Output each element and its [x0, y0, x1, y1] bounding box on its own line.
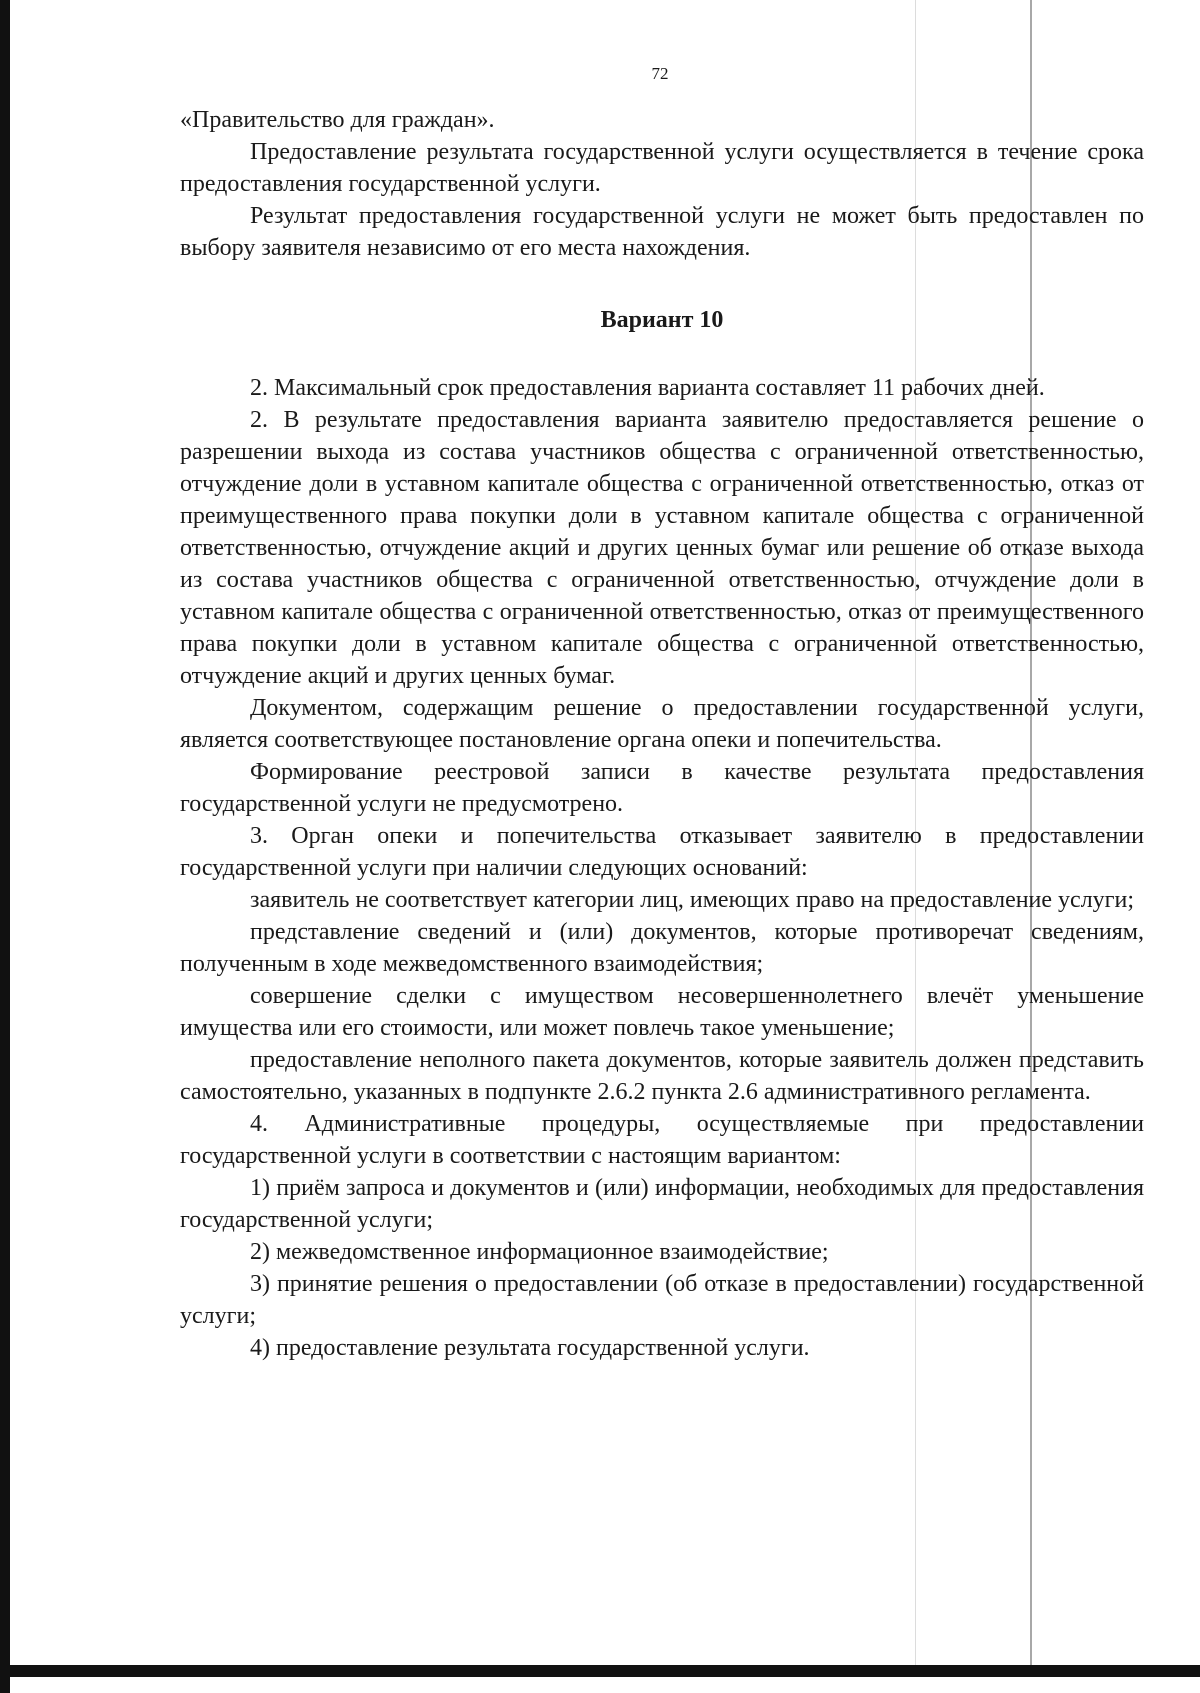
refusal-ground-item: предоставление неполного пакета документов, которые заявитель должен представить самостоятельно, указанных в подпункте 2.6.2 пункта 2.6 административного регламента.	[180, 1047, 1144, 1105]
scan-border-bottom	[0, 1665, 1200, 1677]
document-body	[180, 104, 1144, 1364]
paragraph-result-location: Результат предоставления государственной услуги не может быть предоставлен по выбору заявителя независимо от его места нахождения.	[180, 203, 1144, 261]
refusal-ground-item: совершение сделки с имуществом несовершеннолетнего влечёт уменьшение имущества или его стоимости, или может повлечь такое уменьшение;	[180, 983, 1144, 1041]
procedure-item: 4) предоставление результата государственной услуги.	[250, 1335, 810, 1361]
paragraph-decision-document: Документом, содержащим решение о предоставлении государственной услуги, является соответствующее постановление органа опеки и попечительства.	[180, 695, 1144, 753]
paragraph-result-description: 2. В результате предоставления варианта заявителю предоставляется решение о разрешении выхода из состава участников общества с ограниченной ответственностью, отчуждение доли в уставном капитале общества с ограниченной ответственностью, отказ от преимущественного права покупки доли в уставном капитале общества с ограниченной ответственностью, отчуждение акций и других ценных бумаг или решение об отказе выхода из состава участников общества с ограниченной ответственностью, отчуждение доли в уставном капитале общества с ограниченной ответственностью, отказ от преимущественного права покупки доли в уставном капитале общества с ограниченной ответственностью, отчуждение акций и других ценных бумаг.	[180, 407, 1144, 689]
procedure-item: 2) межведомственное информационное взаимодействие;	[250, 1239, 829, 1265]
paragraph-max-term: 2. Максимальный срок предоставления варианта составляет 11 рабочих дней.	[250, 375, 1045, 401]
procedure-item: 1) приём запроса и документов и (или) информации, необходимых для предоставления государственной услуги;	[180, 1175, 1144, 1233]
page-number: 72	[651, 64, 669, 83]
paragraph-registry-record: Формирование реестровой записи в качестве результата предоставления государственной услуги не предусмотрено.	[180, 759, 1144, 817]
procedure-item: 3) принятие решения о предоставлении (об отказе в предоставлении) государственной услуги;	[180, 1271, 1144, 1329]
refusal-ground-item: представление сведений и (или) документов, которые противоречат сведениям, полученным в ходе межведомственного взаимодействия;	[180, 919, 1144, 977]
paragraph-result-timing: Предоставление результата государственной услуги осуществляется в течение срока предоставления государственной услуги.	[180, 139, 1144, 197]
section-heading: Вариант 10	[600, 307, 724, 333]
paragraph-procedures-intro: 4. Административные процедуры, осуществляемые при предоставлении государственной услуги в соответствии с настоящим вариантом:	[180, 1111, 1144, 1169]
scan-border-left	[0, 0, 10, 1693]
refusal-ground-item: заявитель не соответствует категории лиц, имеющих право на предоставление услуги;	[250, 887, 1135, 913]
paragraph-continuation: «Правительство для граждан».	[180, 107, 495, 133]
paragraph-refusal-intro: 3. Орган опеки и попечительства отказывает заявителю в предоставлении государственной услуги при наличии следующих оснований:	[180, 823, 1144, 881]
